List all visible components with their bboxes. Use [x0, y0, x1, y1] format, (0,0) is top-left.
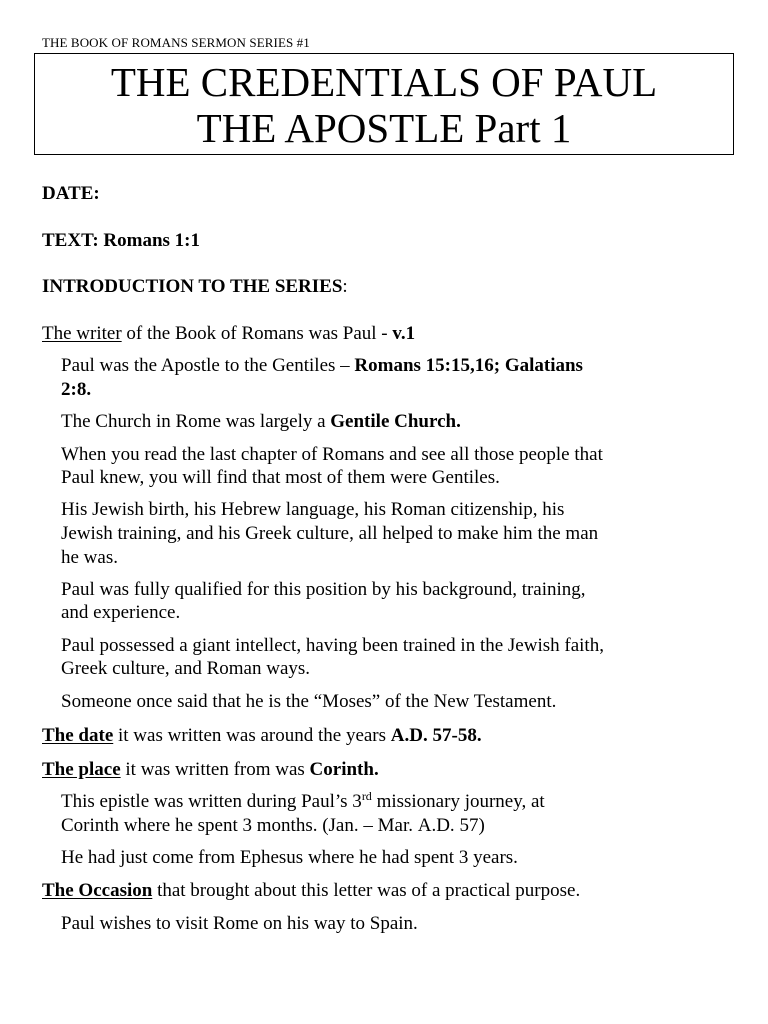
place-p1-line1	[61, 790, 545, 813]
writer-p1-line1	[61, 354, 583, 377]
writer-p2-text: The Church in Rome was largely a	[61, 411, 331, 432]
writer-p7: Someone once said that he is the “Moses” of the New Testament.	[61, 691, 557, 712]
date-era: A.D.	[390, 725, 428, 746]
date-text: it was written was around the years	[113, 725, 391, 746]
writer-p1-ref: Romans 15:15,16; Galatians	[354, 355, 583, 376]
place-p2: He had just come from Ephesus where he had spent 3 years.	[61, 847, 518, 868]
place-p1b-pre: Corinth where he spent 3 months. (Jan. – Mar.	[61, 815, 418, 836]
writer-term: The writer	[42, 323, 122, 344]
place-p1b-era: A.D.	[417, 815, 455, 836]
writer-p5-line2: and experience.	[61, 602, 181, 623]
place-term: The place	[42, 759, 121, 780]
place-p1b-post: 57)	[454, 815, 485, 836]
writer-p4-line1: His Jewish birth, his Hebrew language, his Roman citizenship, his	[61, 499, 565, 520]
text-label: TEXT: Romans 1:1	[42, 230, 200, 251]
intro-label: INTRODUCTION TO THE SERIES	[42, 276, 343, 297]
occasion-p1: Paul wishes to visit Rome on his way to Spain.	[61, 913, 418, 934]
title-box	[34, 53, 734, 155]
date-heading	[42, 724, 482, 747]
occasion-heading	[42, 879, 580, 902]
place-p1-line2	[61, 814, 485, 837]
writer-p6-line1: Paul possessed a giant intellect, having been trained in the Jewish faith,	[61, 635, 604, 656]
writer-text: of the Book of Romans was Paul -	[121, 323, 393, 344]
writer-p2-bold: Gentile Church.	[330, 411, 461, 432]
writer-p5-line1: Paul was fully qualified for this position by his background, training,	[61, 579, 586, 600]
place-p1-post: missionary journey, at	[371, 791, 545, 812]
occasion-term: The Occasion	[42, 880, 153, 901]
date-label: DATE:	[42, 183, 100, 204]
writer-ref: v.1	[392, 323, 416, 344]
writer-p2	[61, 410, 461, 433]
date-years: 57-58.	[427, 725, 482, 746]
writer-p3-line2: Paul knew, you will find that most of them were Gentiles.	[61, 467, 500, 488]
writer-heading	[42, 322, 415, 345]
place-bold: Corinth.	[309, 759, 379, 780]
place-heading	[42, 758, 379, 781]
title-line-1: THE CREDENTIALS OF PAUL	[110, 59, 658, 105]
title-line-2: THE APOSTLE Part 1	[196, 105, 572, 151]
place-text: it was written from was	[120, 759, 310, 780]
writer-p1-line2: 2:8.	[61, 379, 92, 400]
intro-colon: :	[342, 276, 348, 297]
occasion-text: that brought about this letter was of a practical purpose.	[152, 880, 581, 901]
intro-heading	[42, 275, 348, 298]
writer-p4-line3: he was.	[61, 547, 118, 568]
place-p1-sup: rd	[361, 789, 372, 803]
writer-p1-text: Paul was the Apostle to the Gentiles –	[61, 355, 355, 376]
writer-p6-line2: Greek culture, and Roman ways.	[61, 658, 311, 679]
writer-p3-line1: When you read the last chapter of Romans and see all those people that	[61, 444, 603, 465]
writer-p4-line2: Jewish training, and his Greek culture, all helped to make him the man	[61, 523, 599, 544]
place-p1-pre: This epistle was written during Paul’s 3	[61, 791, 362, 812]
series-label: THE BOOK OF ROMANS SERMON SERIES #1	[42, 35, 310, 50]
date-term: The date	[42, 725, 114, 746]
